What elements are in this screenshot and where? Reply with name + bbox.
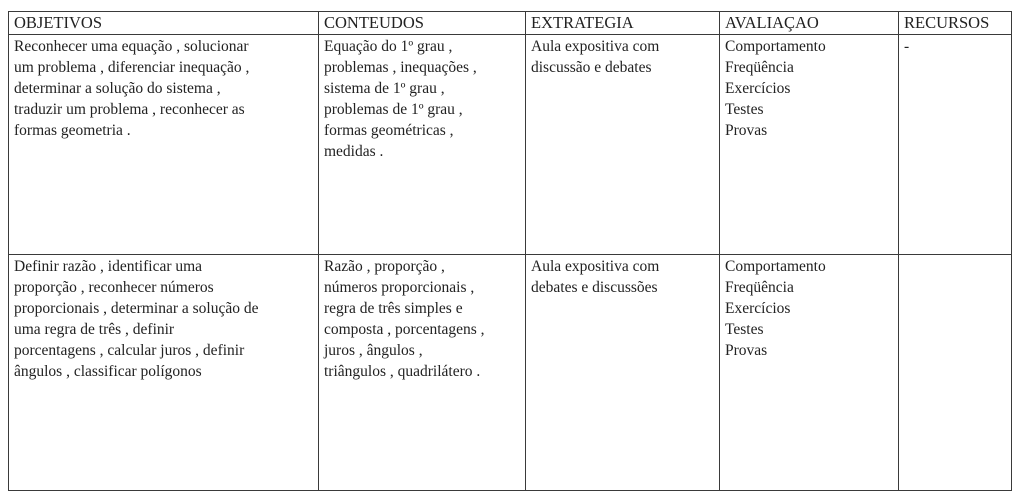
header-row <box>9 12 1012 35</box>
table-row <box>9 35 1012 255</box>
header-avaliacao: AVALIAÇAO <box>720 12 899 35</box>
header-extrategia: EXTRATEGIA <box>526 12 720 35</box>
header-objetivos: OBJETIVOS <box>9 12 319 35</box>
recursos-cell <box>899 255 1012 491</box>
recursos-cell: - <box>899 35 1012 255</box>
avaliacao-cell: Comportamento Freqüência Exercícios Testes Provas <box>720 255 899 491</box>
conteudos-cell: Razão , proporção , números proporcionais , regra de três simples e composta , porcentagens , juros , ângulos , triângulos , quadrilátero . <box>319 255 526 491</box>
objetivos-cell: Definir razão , identificar uma proporção , reconhecer números proporcionais , determinar a solução de uma regra de três , definir porcentagens , calcular juros , definir ângulos , classificar polígonos <box>9 255 319 491</box>
objetivos-cell: Reconhecer uma equação , solucionar um problema , diferenciar inequação , determinar a solução do sistema , traduzir um problema , reconhecer as formas geometria . <box>9 35 319 255</box>
extrategia-cell: Aula expositiva com discussão e debates <box>526 35 720 255</box>
avaliacao-cell: Comportamento Freqüência Exercícios Testes Provas <box>720 35 899 255</box>
conteudos-cell: Equação do 1º grau , problemas , inequações , sistema de 1º grau , problemas de 1º grau , formas geométricas , medidas . <box>319 35 526 255</box>
header-conteudos: CONTEUDOS <box>319 12 526 35</box>
table-row <box>9 255 1012 491</box>
lesson-plan-table <box>8 11 1012 491</box>
header-recursos: RECURSOS <box>899 12 1012 35</box>
extrategia-cell: Aula expositiva com debates e discussões <box>526 255 720 491</box>
